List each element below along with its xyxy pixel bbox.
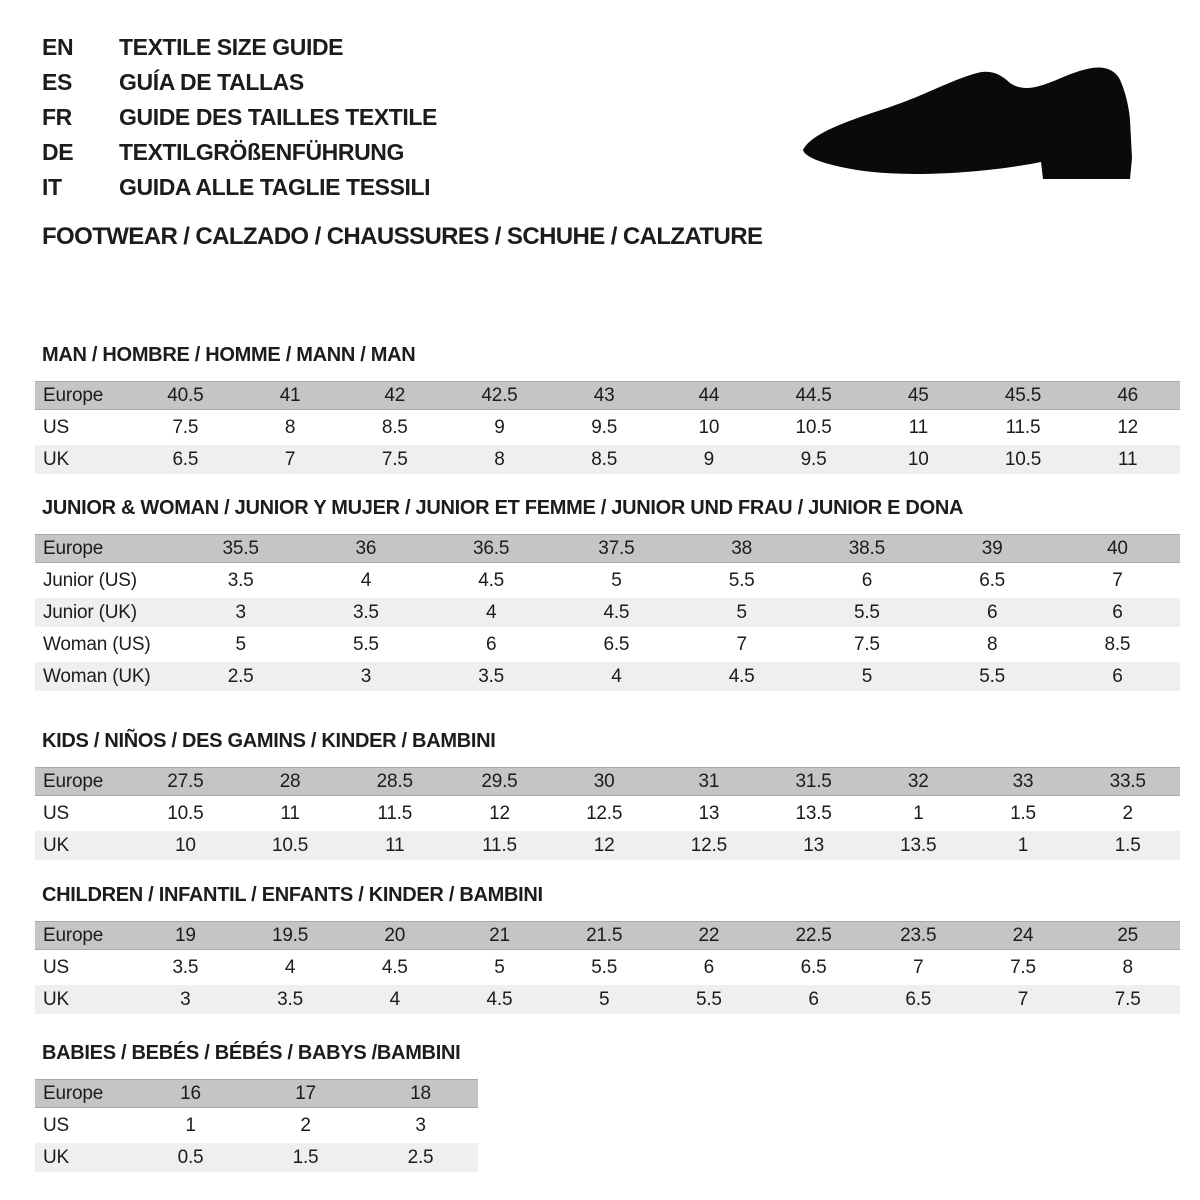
size-cell: 24 [1012, 924, 1034, 946]
size-cell: 7.5 [853, 633, 880, 655]
section-title: BABIES / BEBÉS / BÉBÉS / BABYS /BAMBINI [42, 1042, 461, 1064]
size-table [35, 921, 1180, 1014]
size-cell: 22 [698, 924, 720, 946]
table-row [35, 1143, 478, 1172]
row-label: US [43, 1114, 69, 1136]
size-cell: 44.5 [795, 384, 832, 406]
size-cell: 3.5 [277, 988, 303, 1010]
size-cell: 33 [1012, 770, 1034, 792]
table-row [35, 381, 1180, 410]
size-cell: 7.5 [1114, 988, 1141, 1010]
table-row [35, 953, 1180, 982]
size-cell: 8.5 [381, 416, 408, 438]
size-cell: 6 [485, 633, 497, 655]
row-label: Europe [43, 384, 104, 406]
size-cell: 6 [1112, 665, 1123, 687]
table-row [35, 831, 1180, 860]
size-cell: 32 [907, 770, 929, 792]
size-cell: 11.5 [1005, 416, 1041, 438]
language-row [42, 65, 437, 100]
size-cell: 10.5 [167, 802, 204, 824]
size-cell: 36 [355, 537, 377, 559]
size-cell: 10 [698, 416, 720, 438]
size-cell: 12 [1117, 416, 1139, 438]
size-table-section [35, 730, 1180, 863]
category-line: FOOTWEAR / CALZADO / CHAUSSURES / SCHUHE / CALZATURE [42, 223, 763, 250]
size-cell: 4 [485, 601, 497, 623]
size-cell: 6 [808, 988, 819, 1010]
size-cell: 42 [384, 384, 406, 406]
size-cell: 5 [494, 956, 505, 978]
table-row [35, 921, 1180, 950]
row-label: US [43, 416, 69, 438]
language-code: IT [42, 174, 62, 200]
row-label: Woman (UK) [43, 665, 151, 687]
row-label: US [43, 956, 69, 978]
table-row [35, 1111, 478, 1140]
language-label: TEXTILE SIZE GUIDE [119, 34, 344, 60]
size-cell: 3 [180, 988, 191, 1010]
language-label: GUÍA DE TALLAS [119, 69, 304, 95]
table-row [35, 1079, 478, 1108]
table-row [35, 566, 1180, 595]
language-row [42, 30, 437, 65]
size-cell: 1 [913, 802, 924, 824]
row-label: Europe [43, 924, 104, 946]
size-cell: 1.5 [1010, 802, 1036, 824]
size-cell: 6 [1112, 601, 1123, 623]
size-cell: 5.5 [352, 633, 379, 655]
size-cell: 4.5 [603, 601, 630, 623]
size-cell: 12 [489, 802, 510, 824]
row-label: UK [43, 834, 69, 856]
size-cell: 1.5 [1114, 834, 1141, 856]
size-table [35, 534, 1180, 691]
row-label: UK [43, 988, 69, 1010]
size-cell: 43 [593, 384, 615, 406]
table-row [35, 630, 1180, 659]
size-cell: 21.5 [586, 924, 623, 946]
size-cell: 37.5 [598, 537, 635, 559]
shoe-icon [798, 62, 1145, 192]
size-cell: 4 [389, 988, 400, 1010]
size-cell: 42.5 [481, 384, 518, 406]
size-cell: 5 [861, 665, 873, 687]
size-cell: 9 [703, 448, 715, 470]
size-cell: 10.5 [795, 416, 832, 438]
size-cell: 39 [981, 537, 1003, 559]
size-cell: 40.5 [167, 384, 204, 406]
size-cell: 8.5 [591, 448, 618, 470]
size-cell: 11.5 [377, 802, 413, 824]
size-table [35, 767, 1180, 860]
size-cell: 4 [284, 956, 296, 978]
size-cell: 6.5 [979, 569, 1006, 591]
size-cell: 7 [736, 633, 747, 655]
size-cell: 18 [410, 1082, 431, 1104]
language-label: GUIDA ALLE TAGLIE TESSILI [119, 174, 431, 200]
size-cell: 1 [1017, 834, 1029, 856]
size-cell: 5 [611, 569, 622, 591]
row-label: UK [43, 1146, 69, 1168]
row-label: Europe [43, 1082, 104, 1104]
size-cell: 12 [593, 834, 615, 856]
size-cell: 5.5 [591, 956, 618, 978]
size-cell: 6.5 [905, 988, 932, 1010]
size-cell: 31 [698, 770, 720, 792]
size-cell: 11 [1118, 448, 1138, 470]
size-cell: 33.5 [1109, 770, 1146, 792]
size-cell: 46 [1117, 384, 1139, 406]
size-cell: 45.5 [1004, 384, 1042, 406]
size-cell: 4.5 [486, 988, 513, 1010]
size-cell: 3.5 [478, 665, 505, 687]
table-row [35, 767, 1180, 796]
size-cell: 11 [908, 416, 928, 438]
size-cell: 8 [284, 416, 296, 438]
table-row [35, 413, 1180, 442]
size-cell: 8 [1122, 956, 1133, 978]
size-cell: 28.5 [376, 770, 413, 792]
table-row [35, 445, 1180, 474]
size-cell: 23.5 [900, 924, 937, 946]
size-cell: 13.5 [795, 802, 832, 824]
language-title-list [42, 30, 437, 205]
size-cell: 2.5 [227, 665, 254, 687]
size-cell: 11 [280, 802, 300, 824]
size-cell: 7 [913, 956, 924, 978]
size-cell: 5.5 [728, 569, 755, 591]
size-cell: 2 [1122, 802, 1133, 824]
table-row [35, 799, 1180, 828]
size-cell: 7.5 [172, 416, 199, 438]
row-label: UK [43, 448, 69, 470]
size-cell: 4.5 [478, 569, 505, 591]
size-table-section [35, 497, 1180, 694]
size-cell: 8 [494, 448, 505, 470]
size-cell: 22.5 [795, 924, 832, 946]
size-cell: 2.5 [407, 1146, 434, 1168]
row-label: Europe [43, 537, 104, 559]
size-cell: 5 [598, 988, 610, 1010]
size-cell: 38 [731, 537, 752, 559]
language-code: EN [42, 34, 74, 60]
table-row [35, 534, 1180, 563]
size-cell: 1.5 [292, 1146, 319, 1168]
size-cell: 44 [698, 384, 720, 406]
size-table-section [35, 884, 1180, 1017]
table-row [35, 598, 1180, 627]
size-cell: 8.5 [1104, 633, 1131, 655]
size-cell: 29.5 [481, 770, 518, 792]
size-cell: 16 [180, 1082, 201, 1104]
size-cell: 40 [1107, 537, 1128, 559]
row-label: Junior (UK) [43, 601, 137, 623]
language-code: ES [42, 69, 72, 95]
section-title: JUNIOR & WOMAN / JUNIOR Y MUJER / JUNIOR ET FEMME / JUNIOR UND FRAU / JUNIOR E DONA [42, 497, 964, 519]
size-cell: 6.5 [172, 448, 199, 470]
row-label: US [43, 802, 69, 824]
section-title: CHILDREN / INFANTIL / ENFANTS / KINDER / BAMBINI [42, 884, 543, 906]
size-cell: 6 [703, 956, 715, 978]
table-row [35, 985, 1180, 1014]
size-cell: 1 [185, 1114, 196, 1136]
language-code: DE [42, 139, 74, 165]
size-cell: 25 [1117, 924, 1139, 946]
size-cell: 45 [907, 384, 929, 406]
row-label: Woman (US) [43, 633, 151, 655]
size-cell: 7 [284, 448, 296, 470]
size-cell: 38.5 [848, 537, 885, 559]
language-row [42, 100, 437, 135]
size-cell: 5.5 [979, 665, 1006, 687]
size-cell: 7.5 [381, 448, 408, 470]
size-cell: 3.5 [227, 569, 254, 591]
size-cell: 13.5 [900, 834, 937, 856]
size-cell: 19.5 [271, 924, 309, 946]
size-table [35, 1079, 478, 1172]
size-cell: 4 [611, 665, 622, 687]
size-cell: 6.5 [603, 633, 630, 655]
table-row [35, 662, 1180, 691]
size-cell: 4 [360, 569, 372, 591]
size-cell: 12.5 [690, 834, 727, 856]
section-title: KIDS / NIÑOS / DES GAMINS / KINDER / BAMBINI [42, 730, 496, 752]
size-cell: 17 [295, 1082, 316, 1104]
size-cell: 5 [235, 633, 246, 655]
size-cell: 27.5 [167, 770, 204, 792]
size-cell: 3.5 [352, 601, 379, 623]
section-title: MAN / HOMBRE / HOMME / MANN / MAN [42, 344, 416, 366]
size-cell: 13 [803, 834, 824, 856]
size-cell: 6 [861, 569, 873, 591]
language-label: GUIDE DES TAILLES TEXTILE [119, 104, 437, 130]
size-cell: 10.5 [271, 834, 309, 856]
size-cell: 30 [593, 770, 615, 792]
size-cell: 7.5 [1010, 956, 1036, 978]
size-cell: 5.5 [853, 601, 880, 623]
size-cell: 3 [235, 601, 246, 623]
size-table-section [35, 344, 1180, 477]
size-cell: 5 [736, 601, 747, 623]
size-cell: 3 [415, 1114, 426, 1136]
language-label: TEXTILGRÖßENFÜHRUNG [119, 139, 404, 165]
size-cell: 10.5 [1004, 448, 1042, 470]
size-cell: 31.5 [795, 770, 832, 792]
size-cell: 7 [1112, 569, 1123, 591]
size-cell: 11 [385, 834, 405, 856]
size-cell: 10 [907, 448, 929, 470]
size-cell: 12.5 [586, 802, 623, 824]
size-cell: 10 [174, 834, 196, 856]
size-cell: 19 [174, 924, 196, 946]
size-cell: 35.5 [222, 537, 259, 559]
size-cell: 9 [494, 416, 505, 438]
size-cell: 13 [698, 802, 720, 824]
size-cell: 9.5 [800, 448, 827, 470]
size-cell: 3 [360, 665, 372, 687]
size-cell: 0.5 [177, 1146, 204, 1168]
size-cell: 21 [489, 924, 510, 946]
size-cell: 7 [1017, 988, 1029, 1010]
size-cell: 41 [279, 384, 301, 406]
size-cell: 3.5 [172, 956, 199, 978]
size-table-section [35, 1042, 1180, 1175]
size-table [35, 381, 1180, 474]
size-cell: 36.5 [473, 537, 510, 559]
language-row [42, 170, 437, 205]
language-row [42, 135, 437, 170]
language-code: FR [42, 104, 72, 130]
row-label: Europe [43, 770, 104, 792]
size-cell: 4.5 [728, 665, 755, 687]
size-cell: 4.5 [381, 956, 408, 978]
size-cell: 5.5 [695, 988, 722, 1010]
size-cell: 2 [300, 1114, 311, 1136]
size-cell: 11.5 [482, 834, 517, 856]
size-cell: 20 [384, 924, 406, 946]
size-cell: 28 [279, 770, 301, 792]
row-label: Junior (US) [43, 569, 137, 591]
size-cell: 6 [986, 601, 998, 623]
size-cell: 9.5 [591, 416, 618, 438]
size-cell: 6.5 [800, 956, 827, 978]
size-cell: 8 [986, 633, 998, 655]
